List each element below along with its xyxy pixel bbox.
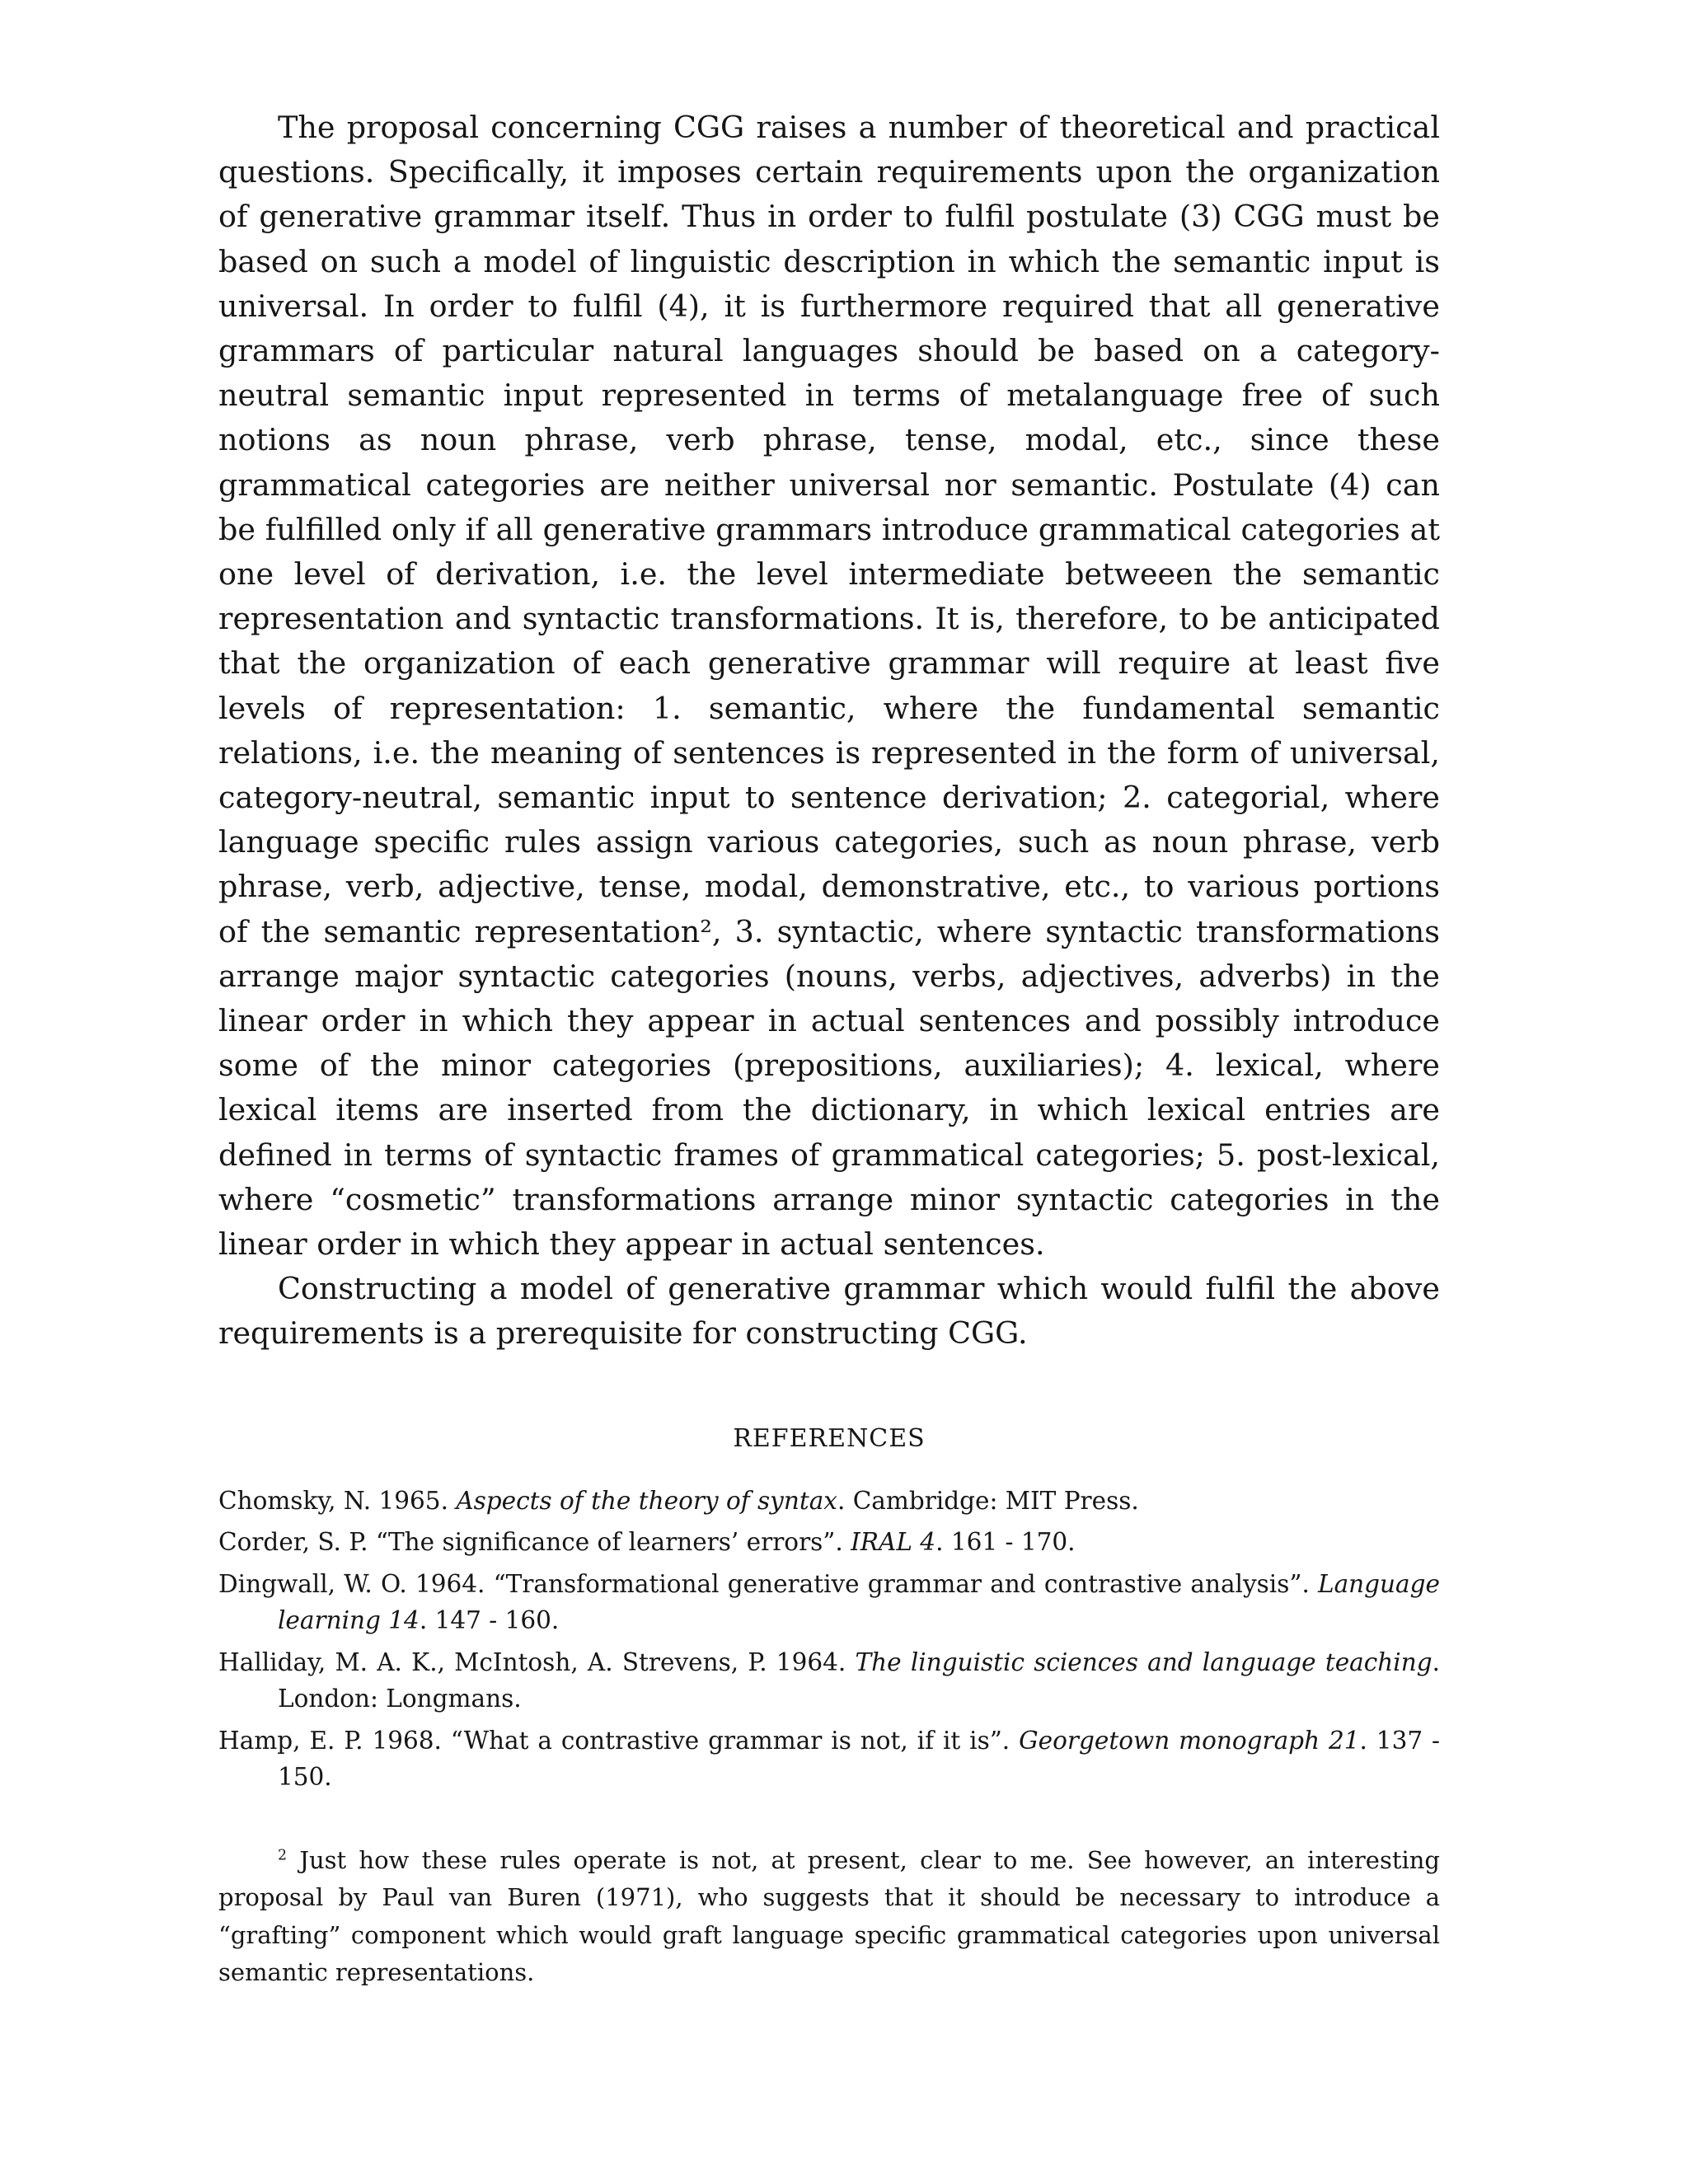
reference-item (218, 1644, 1440, 1718)
reference-details: . Cambridge: MIT Press. (837, 1486, 1139, 1515)
reference-title: Language learning 14 (278, 1569, 1440, 1635)
reference-author: Halliday, M. A. K., McIntosh, A. Strevens, P. 1964. (218, 1647, 856, 1676)
reference-details: . 137 - 150. (278, 1726, 1440, 1792)
reference-title: Aspects of the theory of syntax (456, 1486, 837, 1515)
reference-item (218, 1524, 1440, 1561)
footnote-marker: 2 (278, 1847, 288, 1864)
reference-title: The linguistic sciences and language teaching (855, 1647, 1432, 1676)
paragraph-1: The proposal concerning CGG raises a number of theoretical and practical questions. Specifically, it imposes certain requirements upon the organization of generative grammar itself. Thus in order to fulfil postulate (3) CGG must be based on such a model of linguistic description in which the semantic input is universal. In order to fulfil (4), it is furthermore required that all generative grammars of particular natural languages should be based on a category-neutral semantic input represented in terms of metalanguage free of such notions as noun phrase, verb phrase, tense, modal, etc., since these grammatical categories are neither universal nor semantic. Postulate (4) can be fulfilled only if all generative grammars introduce grammatical categories at one level of derivation, i.e. the level intermediate betweeen the semantic representation and syntactic transformations. It is, therefore, to be anticipated that the organization of each generative grammar will require at least five levels of representation: 1. semantic, where the fundamental semantic relations, i.e. the meaning of sentences is represented in the form of universal, category-neutral, semantic input to sentence derivation; 2. categorial, where language specific rules assign various categories, such as noun phrase, verb phrase, verb, adjective, tense, modal, demonstrative, etc., to various portions of the semantic representation², 3. syntactic, where syntactic transformations arrange major syntactic categories (nouns, verbs, adjectives, adverbs) in the linear order in which they appear in actual sentences and possibly introduce some of the minor categories (prepositions, auxiliaries); 4. lexical, where lexical items are inserted from the dictionary, in which lexical entries are defined in terms of syntactic frames of grammatical categories; 5. post-lexical, where “cosmetic” transformations arrange minor syntactic categories in the linear order in which they appear in actual sentences. (218, 110, 1440, 1263)
paragraph-2: Constructing a model of generative grammar which would fulfil the above requirements is a prerequisite for constructing CGG. (218, 1271, 1440, 1352)
reference-item (218, 1722, 1440, 1796)
references-heading: REFERENCES (733, 1423, 926, 1453)
reference-details: . 161 - 170. (935, 1528, 1076, 1557)
reference-item (218, 1483, 1440, 1520)
references-section (218, 1424, 1440, 1796)
reference-item (218, 1566, 1440, 1639)
reference-details: . 147 - 160. (419, 1606, 560, 1635)
footnote (218, 1842, 1440, 1992)
reference-title: IRAL 4 (851, 1528, 936, 1557)
reference-author: Hamp, E. P. 1968. “What a contrastive grammar is not, if it is”. (218, 1726, 1020, 1755)
reference-list (218, 1483, 1440, 1796)
reference-author: Dingwall, W. O. 1964. “Transformational generative grammar and contrastive analysis”. (218, 1569, 1318, 1598)
reference-title: Georgetown monograph 21 (1019, 1726, 1360, 1755)
reference-author: Chomsky, N. 1965. (218, 1486, 457, 1515)
footnote-text: Just how these rules operate is not, at present, clear to me. See however, an interesting proposal by Paul van Buren (1971), who suggests that it should be necessary to introduce a “grafting” component which would graft language specific grammatical categories upon universal semantic representations. (218, 1845, 1440, 1987)
body-text (218, 105, 1440, 1357)
page (218, 105, 1440, 1992)
reference-details: . London: Longmans. (278, 1647, 1441, 1713)
reference-author: Corder, S. P. “The significance of learners’ errors”. (218, 1528, 851, 1557)
